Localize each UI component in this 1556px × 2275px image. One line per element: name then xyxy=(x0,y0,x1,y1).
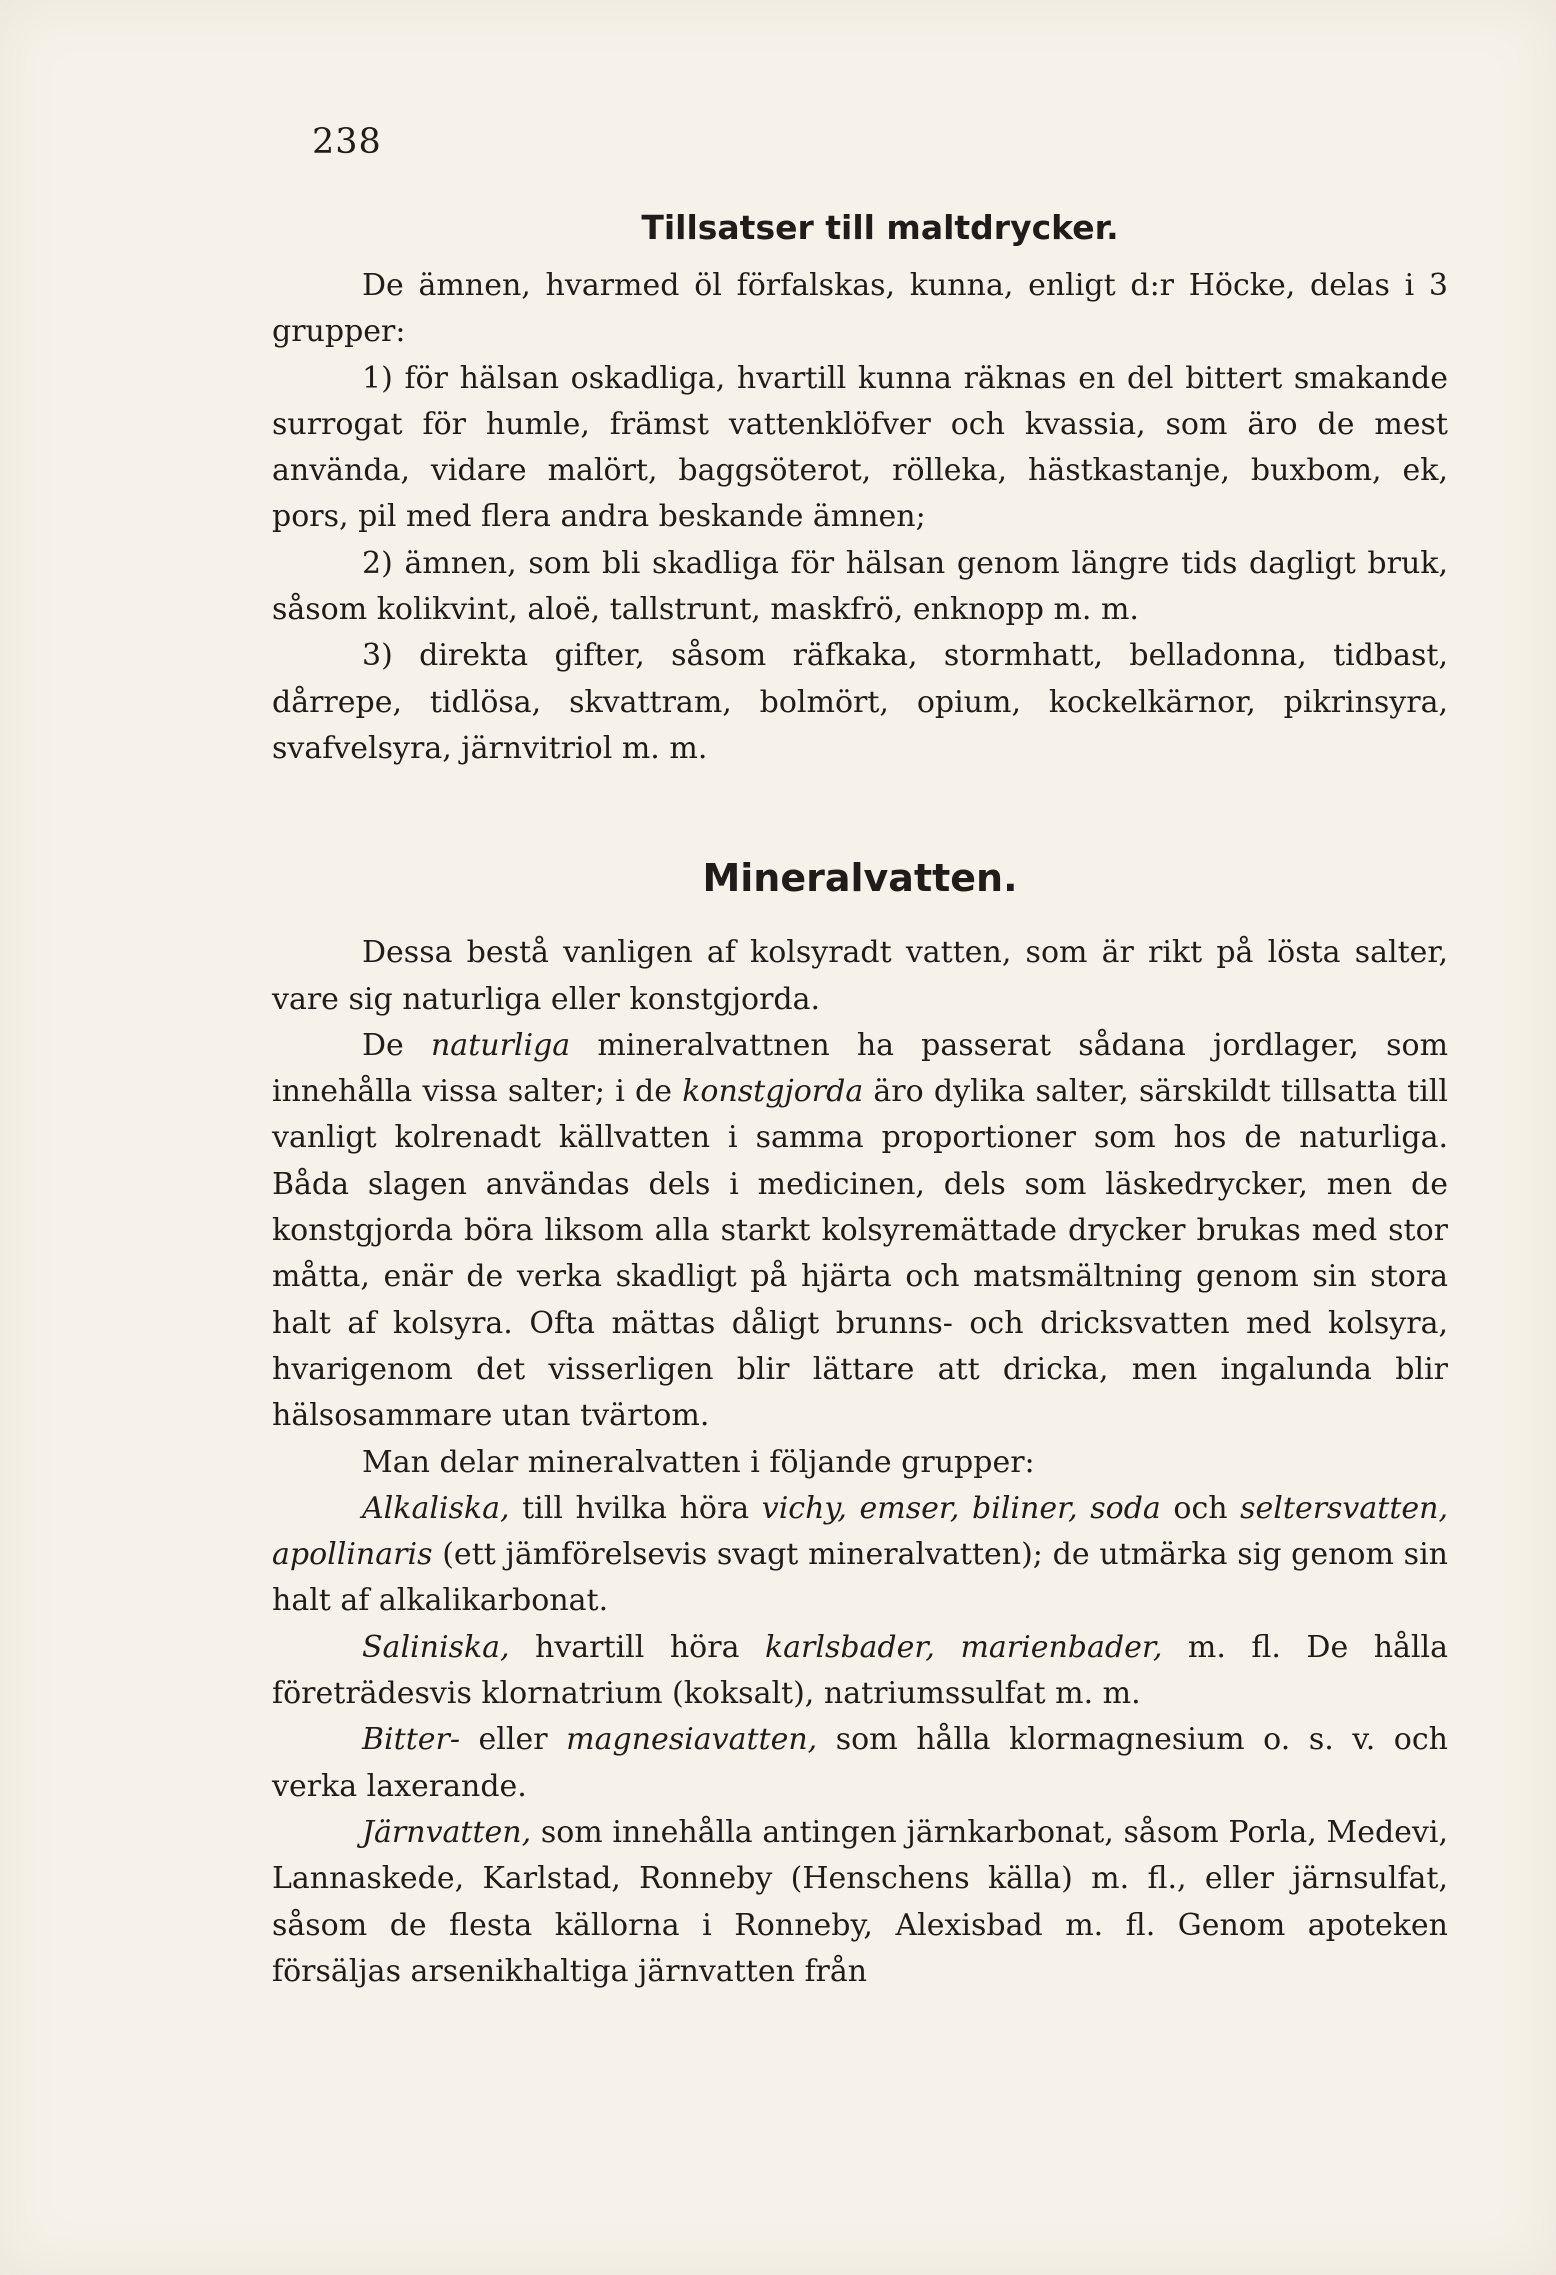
text: (ett jämförelsevis svagt mineralvatten); de utmärka sig genom sin halt af alkalikarbonat. xyxy=(272,1537,1448,1619)
paragraph xyxy=(272,1717,1448,1810)
italic-term: Bitter- xyxy=(362,1722,460,1758)
paragraph xyxy=(272,1810,1448,1995)
italic-term: biliner, xyxy=(972,1490,1078,1526)
italic-term: soda xyxy=(1090,1490,1161,1526)
text: mineralvattnen ha passerat sådana jordlager, som innehålla vissa salter; i de xyxy=(272,1027,1449,1110)
paragraph: Man delar mineralvatten i följande grupper: xyxy=(362,1444,1035,1480)
text: som innehålla antingen järnkarbonat, såsom Porla, Medevi, Lannaskede, Karlstad, Ronneby (Henschens källa) m. fl., eller järnsulfat, såsom de flesta källorna i Ronneby, Alexisbad m. fl. Genom apoteken försäljas arsenikhaltiga järnvatten från xyxy=(272,1814,1448,1989)
text: eller xyxy=(459,1722,567,1758)
paragraph: 1) för hälsan oskadliga, hvartill kunna räknas en del bittert smakande surrogat för humle, främst vattenklöfver och kvassia, som äro de mest använda, vidare malört, baggsöterot, rölleka, hästkastanje, buxbom, ek, pors, pil med flera andra beskande ämnen; xyxy=(272,360,1448,535)
text: De xyxy=(362,1027,431,1063)
italic-term: apollinaris xyxy=(272,1537,433,1573)
italic-term: emser, xyxy=(859,1490,960,1526)
page-number: 238 xyxy=(312,122,382,162)
text: hvartill höra xyxy=(509,1629,765,1665)
paragraph: 2) ämnen, som bli skadliga för hälsan genom längre tids dagligt bruk, såsom kolikvint, aloë, tallstrunt, maskfrö, enknopp m. m. xyxy=(272,545,1448,628)
italic-term: naturliga xyxy=(430,1027,571,1063)
italic-term: konstgjorda xyxy=(682,1074,864,1110)
paragraph xyxy=(272,1625,1448,1718)
text: äro dylika salter, särskildt tillsatta till vanligt kolrenadt källvatten i samma proportioner som hos de naturliga. Båda slagen användas dels i medicinen, dels som läskedrycker, men de konstgjorda böra liksom alla starkt kolsyremättade drycker brukas med stor måtta, enär de verka skadligt på hjärta och matsmältning genom sin stora halt af kolsyra. Ofta mättas dåligt brunns- och dricksvatten med kolsyra, hvarigenom det visserligen blir lättare att dricka, men ingalunda blir hälsosammare utan tvärtom. xyxy=(272,1074,1448,1434)
section-heading-mineralvatten: Mineralvatten. xyxy=(702,856,1018,901)
italic-term: Alkaliska, xyxy=(362,1490,510,1526)
italic-term: Saliniska, xyxy=(362,1629,510,1665)
italic-term: vichy, xyxy=(761,1490,847,1526)
text: till hvilka höra xyxy=(509,1490,762,1526)
section-heading-tillsatser: Tillsatser till maltdrycker. xyxy=(641,208,1119,247)
text: m. fl. De hålla företrädesvis klornatrium (koksalt), natriumssulfat m. m. xyxy=(272,1629,1448,1712)
italic-term: karlsbader, xyxy=(764,1629,935,1665)
text: som hålla klormagnesium o. s. v. och verka laxerande. xyxy=(272,1722,1448,1804)
paragraph: 3) direkta gifter, såsom räfkaka, stormhatt, belladonna, tidbast, dårrepe, tidlösa, skvattram, bolmört, opium, kockelkärnor, pikrinsyra, svafvelsyra, järnvitriol m. m. xyxy=(272,638,1448,766)
paragraph xyxy=(272,1023,1448,1440)
italic-term: magnesiavatten, xyxy=(566,1722,818,1758)
italic-term: marienbader, xyxy=(960,1629,1163,1665)
italic-term: Järnvatten, xyxy=(362,1814,532,1850)
paragraph: Dessa bestå vanligen af kolsyradt vatten, som är rikt på lösta salter, vare sig naturliga eller konstgjorda. xyxy=(272,935,1448,1017)
paragraph: De ämnen, hvarmed öl förfalskas, kunna, enligt d:r Höcke, delas i 3 grupper: xyxy=(272,268,1448,350)
italic-term: seltersvatten, xyxy=(1240,1490,1448,1526)
paragraph xyxy=(272,1486,1448,1625)
page-content xyxy=(272,208,1448,1995)
text: och xyxy=(1160,1490,1241,1526)
